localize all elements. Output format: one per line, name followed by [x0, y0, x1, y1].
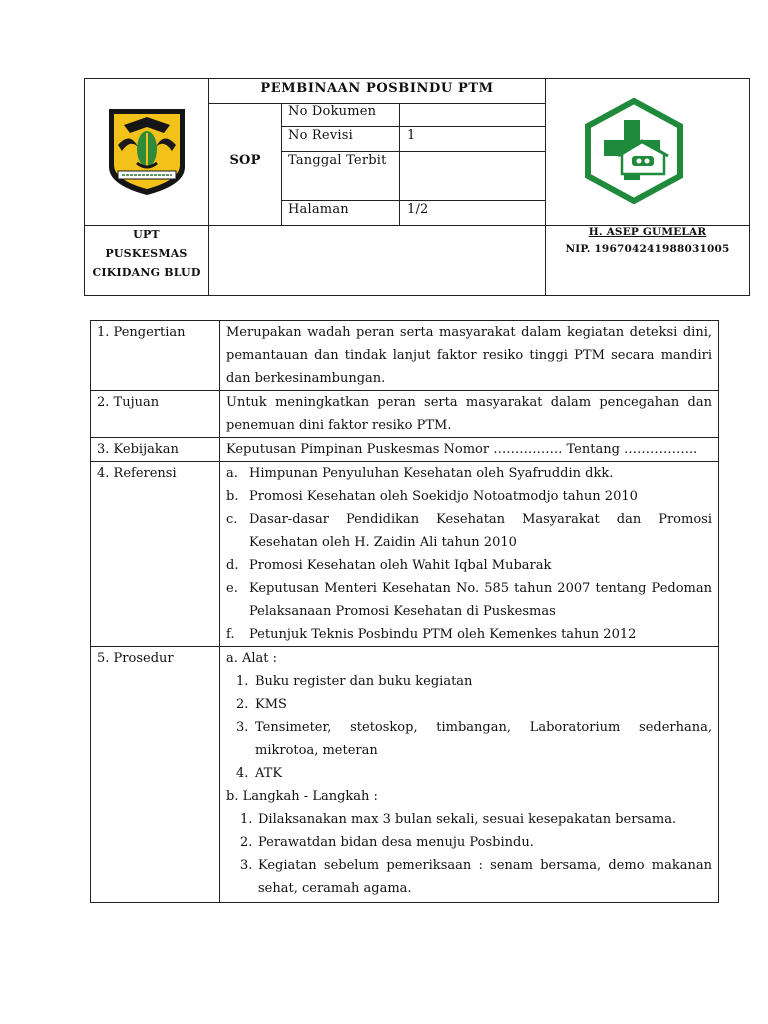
list-item: [226, 485, 712, 508]
list-marker: d.: [226, 558, 239, 573]
field-value-no-revisi: 1: [407, 128, 416, 143]
list-item-text: Keputusan Menteri Kesehatan No. 585 tahun 2007 tentang Pedoman Pelaksanaan Promosi Kesehatan di Puskesmas: [249, 581, 712, 619]
field-label-no-dokumen: No Dokumen: [288, 104, 377, 119]
list-marker: a.: [226, 466, 238, 481]
section-kebijakan: [91, 438, 719, 462]
list-item-text: Dasar-dasar Pendidikan Kesehatan Masyarakat dan Promosi Kesehatan oleh H. Zaidin Ali tahun 2010: [249, 512, 712, 550]
section-prosedur: [91, 647, 719, 903]
list-marker: 3.: [240, 858, 253, 873]
list-marker: 2.: [240, 835, 253, 850]
list-item: [226, 808, 712, 831]
sop-content-table: [90, 320, 719, 903]
reference-list: [220, 462, 719, 647]
list-item-text: Perawatdan bidan desa menuju Posbindu.: [258, 835, 534, 850]
head-name: H. ASEP GUMELAR: [588, 226, 707, 238]
list-marker: e.: [226, 581, 238, 596]
procedure-subheading: b. Langkah - Langkah :: [226, 789, 378, 804]
org-line-3: CIKIDANG BLUD: [92, 266, 201, 279]
puskesmas-cross-icon: [582, 98, 686, 204]
list-item-text: Promosi Kesehatan oleh Soekidjo Notoatmodjo tahun 2010: [249, 489, 638, 504]
regency-crest-icon: [104, 105, 190, 197]
list-item: [226, 670, 712, 693]
list-item: [226, 716, 712, 762]
list-item-text: Promosi Kesehatan oleh Wahit Iqbal Mubarak: [249, 558, 552, 573]
field-value-halaman: 1/2: [407, 202, 429, 217]
org-line-2: PUSKESMAS: [105, 247, 188, 260]
divider: [281, 151, 546, 152]
divider: [281, 200, 546, 201]
section-text: Merupakan wadah peran serta masyarakat dalam kegiatan deteksi dini, pemantauan dan tindak lanjut faktor resiko tinggi PTM secara mandiri dan berkesinambungan.: [220, 321, 719, 391]
list-item-text: KMS: [255, 697, 287, 712]
document-title: PEMBINAAN POSBINDU PTM: [260, 81, 494, 96]
list-marker: 4.: [236, 766, 249, 781]
list-item-text: Dilaksanakan max 3 bulan sekali, sesuai kesepakatan bersama.: [258, 812, 677, 827]
list-marker: 1.: [236, 674, 249, 689]
section-label: 2. Tujuan: [91, 391, 220, 438]
field-label-no-revisi: No Revisi: [288, 128, 353, 143]
field-label-halaman: Halaman: [288, 202, 349, 217]
section-pengertian: [91, 321, 719, 391]
list-marker: 2.: [236, 697, 249, 712]
procedure-content: [220, 647, 719, 903]
list-item: [226, 854, 712, 900]
list-item-text: Petunjuk Teknis Posbindu PTM oleh Kemenkes tahun 2012: [249, 627, 637, 642]
document-header: [84, 78, 750, 296]
section-text: Keputusan Pimpinan Puskesmas Nomor ……………. Tentang ……………..: [220, 438, 719, 462]
section-text: Untuk meningkatkan peran serta masyarakat dalam pencegahan dan penemuan dini faktor resiko PTM.: [220, 391, 719, 438]
section-label: 3. Kebijakan: [91, 438, 220, 462]
list-item: [226, 554, 712, 577]
field-label-tanggal-terbit: Tanggal Terbit: [288, 153, 387, 168]
divider: [281, 103, 282, 225]
divider: [281, 126, 546, 127]
list-item: [226, 577, 712, 623]
list-marker: b.: [226, 489, 239, 504]
list-item: [226, 508, 712, 554]
section-referensi: [91, 462, 719, 647]
section-label: 1. Pengertian: [91, 321, 220, 391]
list-item-text: Buku register dan buku kegiatan: [255, 674, 473, 689]
list-marker: 3.: [236, 720, 249, 735]
head-nip: NIP. 196704241988031005: [565, 243, 730, 255]
list-item-text: ATK: [255, 766, 283, 781]
list-item-text: Tensimeter, stetoskop, timbangan, Laboratorium sederhana, mikrotoa, meteran: [255, 720, 712, 758]
divider: [545, 79, 546, 295]
org-line-1: UPT: [133, 228, 160, 241]
sop-label: SOP: [229, 153, 261, 168]
list-item: [226, 831, 712, 854]
section-tujuan: [91, 391, 719, 438]
list-item: [226, 623, 712, 646]
section-label: 5. Prosedur: [91, 647, 220, 903]
divider: [399, 103, 400, 225]
list-marker: 1.: [240, 812, 253, 827]
list-item-text: Kegiatan sebelum pemeriksaan : senam bersama, demo makanan sehat, ceramah agama.: [258, 858, 712, 896]
divider: [208, 79, 209, 295]
list-item: [226, 462, 712, 485]
list-item: [226, 693, 712, 716]
list-item: [226, 762, 712, 785]
divider: [208, 103, 546, 104]
list-marker: f.: [226, 627, 235, 642]
section-label: 4. Referensi: [91, 462, 220, 647]
list-marker: c.: [226, 512, 238, 527]
procedure-subheading: a. Alat :: [226, 651, 278, 666]
list-item-text: Himpunan Penyuluhan Kesehatan oleh Syafruddin dkk.: [249, 466, 614, 481]
